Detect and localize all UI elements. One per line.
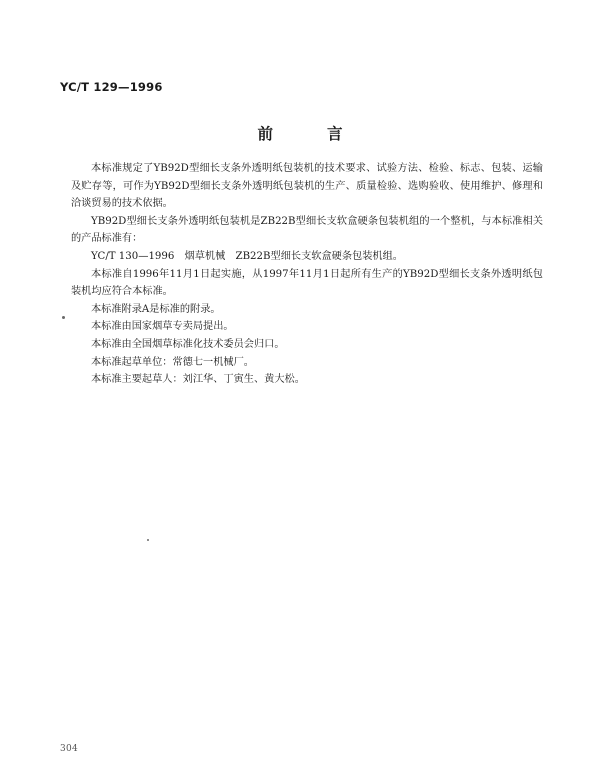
document-code: YC/T 129—1996 — [60, 80, 163, 94]
scan-speck — [62, 316, 65, 319]
paragraph-related-standards-intro: YB92D型细长支条外透明纸包装机是ZB22B型细长支软盒硬条包装机组的一个整机，与本标准相关的产品标准有： — [71, 215, 543, 245]
foreword-body — [71, 160, 543, 389]
page-number: 304 — [60, 744, 79, 754]
scan-speck — [147, 539, 149, 541]
paragraph-related-standard-item: YC/T 130—1996 烟草机械 ZB22B型细长支软盒硬条包装机组。 — [91, 250, 403, 262]
section-title: 前言 — [257, 125, 397, 143]
paragraph-drafting-unit: 本标准起草单位：常德七一机械厂。 — [91, 356, 254, 368]
paragraph-proposer: 本标准由国家烟草专卖局提出。 — [91, 321, 234, 333]
paragraph-scope: 本标准规定了YB92D型细长支条外透明纸包装机的技术要求、试验方法、检验、标志、包装、运输及贮存等，可作为YB92D型细长支条外透明纸包装机的生产、质量检验、选购验收、使用维护、修理和洽谈贸易的技术依据。 — [71, 163, 543, 210]
paragraph-appendix-note: 本标准附录A是标准的附录。 — [91, 303, 221, 315]
paragraph-responsible-committee: 本标准由全国烟草标准化技术委员会归口。 — [91, 338, 285, 350]
paragraph-effective-date: 本标准自1996年11月1日起实施，从1997年11月1日起所有生产的YB92D型细长支条外透明纸包装机均应符合本标准。 — [71, 268, 543, 298]
paragraph-drafters: 本标准主要起草人：刘江华、丁寅生、黄大松。 — [91, 374, 305, 386]
